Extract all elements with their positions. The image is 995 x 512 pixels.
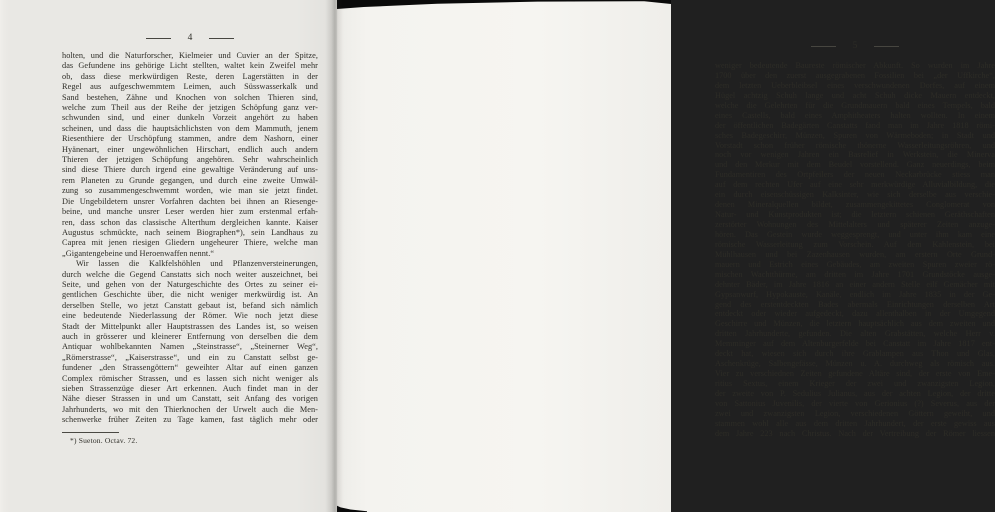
text-line: eine bedeutende Niederlassung der Römer. Wie noch jetzt diese xyxy=(62,311,318,321)
text-line: Natur- und Kunstprodukten ist; die letztern schienen Geräthschaften xyxy=(715,210,995,220)
text-line: mauern und Estrich eines Gebäudes, am zweiten Spuren zweier rö- xyxy=(715,259,995,269)
text-line: Hügel achtzig Schuh lange und acht Schuh dicke Mauern entdeckt, xyxy=(715,90,995,100)
text-line: von Sattonius Juvenilis, der vierte von Gerionius (?) Severus, aus der xyxy=(715,398,995,408)
text-line: entdeckt oder wieder aufgedeckt, dazu allenthalben in der Umgegend xyxy=(715,309,995,319)
text-line: ren, dass schon das classische Alterthum dergleichen kannte. Kaiser xyxy=(62,217,318,227)
text-line: Memminger auf dem Altenburgerfelde bei Canstatt im Jahre 1817 ent- xyxy=(715,339,995,349)
text-line: der öffentlichen Badegärten Canstatts fand man im Jahre 1818 römi- xyxy=(715,120,995,130)
text-line: und den Merkur mit dem Beudel vorstellend. Ganz neuerdings, beim xyxy=(715,160,995,170)
text-line: sind diese Thiere durch irgend eine gewaltige Veränderung auf uns- xyxy=(62,165,318,175)
text-line: Augustus schmückte, nach seinem Biographen*), sein Landhaus zu xyxy=(62,227,318,237)
text-line: Vier zu verschiednen Zeiten gefundene Altäre sind, der erste von Eme- xyxy=(715,369,995,379)
text-line: denen Mineralquellen bildet, zusammengekittetes Conglomerat von xyxy=(715,200,995,210)
text-line: Complex römischer Strassen, und es lassen sich nicht weniger als xyxy=(62,373,318,383)
text-line: auf dem rechten Ufer auf eine sehr merkwürdige Alluvialbildung, die xyxy=(715,180,995,190)
text-line: rem Planeten zu Grunde gegangen, und durch eine zweite Umwäl- xyxy=(62,175,318,185)
text-line: welche zum Theil aus der Reihe der jetzigen Schöpfung ganz ver- xyxy=(62,103,318,113)
text-line: „Gigantengebeine und Heroenwaffen nennt.“ xyxy=(62,248,215,258)
text-line: zung so zusammengeschwemmt worden, wie man sie jetzt findet. xyxy=(62,186,318,196)
page-text-left xyxy=(62,51,318,426)
text-line: Thieren der jetzigen Schöpfung angehören. Sehr wahrscheinlich xyxy=(62,155,318,165)
text-line: durch welche die Gegend Canstatts sich noch weiter auszeichnet, bei xyxy=(62,269,318,279)
text-line: deckt hat, wiesen sich durch ihre Grablampen aus Thon und Glas, xyxy=(715,349,995,359)
text-line: mischen Wachtthürme, am dritten im Jahre 1701 Grundstöcke ausge- xyxy=(715,269,995,279)
text-line: dritten Jahrhunderte, gefunden. Die alten Grabstätten, welche Herr v. xyxy=(715,329,995,339)
text-line: sieben Strassenzüge dieser Art erkennen. Auch findet man in der xyxy=(62,384,318,393)
text-line: Vorstadt schon früher römische thönerne Wasserleitungsröhren, und xyxy=(715,140,995,150)
text-line: Hyänenart, einer ungewöhnlichen Hirschart, endlich auch andern xyxy=(62,144,318,154)
text-line: beine, und manche unsrer Leser werden hier zum erstenmal erfah- xyxy=(62,207,318,217)
text-line: Caprea mit jenen riesigen Gliedern ungeheurer Thiere, welche man xyxy=(62,238,318,248)
text-line: der zweite von P. Sedulius Julianus, aus der achten Legion, der dritte xyxy=(715,388,995,398)
text-line: dem Jahre 223 nach Christus. Nach der Vertreibung der Römer liessen xyxy=(715,428,995,438)
header-rule-left xyxy=(811,46,836,47)
text-line: auch in grösserer und kleinerer Entfernung von derselben die dem xyxy=(62,331,318,341)
text-line: gentlichen Geschichte über, die nicht weniger merkwürdig ist. An xyxy=(62,290,318,300)
page-text-right xyxy=(715,61,995,439)
text-line: Mühlhausen und bei Zazenhausen wurden, am erstern Orte Grund- xyxy=(715,249,995,259)
text-line: Aschenkrüge, Salbengefässe, Münzen u. A. durchweg als römisch aus. xyxy=(715,359,995,369)
text-line: weniger bedeutende Baureste römischer Abkunft. So wurden im Jahre xyxy=(715,61,995,70)
text-line: Seite, und gehen von der Naturgeschichte des Ortes zu seiner ei- xyxy=(62,279,318,289)
text-line: gend des erstentdeckten Bades abermals Einrichtungen derselben Art xyxy=(715,299,995,309)
text-line: Nähe dieser Strassen in und um Canstatt, seit Anfang des vorigen xyxy=(62,394,318,404)
text-line: „Römerstrasse“, „Kaiserstrasse“, und ein zu Canstatt selbst ge- xyxy=(62,352,318,362)
text-line: schwunden sind, und einer dunkeln Vorzeit angehört zu haben xyxy=(62,113,318,123)
text-line: noch vor wenigen Jahren ein Basrelief in Werkstein, die Minerva xyxy=(715,150,995,160)
footnote: *) Sueton. Octav. 72. xyxy=(70,436,138,445)
page-number-right: 5 xyxy=(852,41,858,51)
text-line: schenwerke früher Zeiten zu Tage kamen, fast täglich mehr oder xyxy=(62,415,318,425)
header-rule-right xyxy=(874,46,899,47)
text-line: derselben Stelle, wo jetzt Canstatt gebaut ist, befand sich nämlich xyxy=(62,300,318,310)
text-line: Fundamentiren des Ortpfeilers der neuen Neckarbrücke stiess man xyxy=(715,170,995,180)
text-line: ein durch eisenschüssigen Kalksinter, wie sich derselbe aus verschie- xyxy=(715,190,995,200)
text-line: Riesenthiere der Urschöpfung stammen, andre dem Nashorn, einer xyxy=(62,134,318,144)
text-line: dem letzten Ueberbleibsel eines verschwundenen Dorfes, auf einem xyxy=(715,80,995,90)
footnote-rule xyxy=(62,432,119,433)
page-number-left: 4 xyxy=(187,33,193,43)
text-line: Geschirre und Münzen, die letztern hauptsächlich aus dem zweiten und xyxy=(715,319,995,329)
header-rule-left xyxy=(146,38,171,39)
text-line: Die Ungebildetern unsrer Vorfahren dachten bei ihnen an Riesenge- xyxy=(62,196,318,206)
text-line: Sand bestehen, Zähne und Knochen von solchen Thieren sind, xyxy=(62,92,318,102)
text-line: fundener „den Strassengöttern“ geweihter Altar auf einen ganzen xyxy=(62,363,318,373)
text-line: zwei und zwanzigsten Legion, verschiedenen Göttern geweiht, und xyxy=(715,408,995,418)
scan-shadow-top xyxy=(337,0,671,9)
header-rule-right xyxy=(209,38,234,39)
text-line: 1700 über den zuerst ausgegrabenen Fossilien bei „der Uffkirche“, xyxy=(715,70,995,80)
text-line: römische Wasserleitung zum Vorschein. Auf dem Kahlenstein, bei xyxy=(715,239,995,249)
text-line: holten, und die Naturforscher, Kielmeier und Cuvier an der Spitze, xyxy=(62,51,318,60)
text-line: eines Castells, bald eines Amphitheaters halten wollten. In einem xyxy=(715,110,995,120)
text-line: ob, dass diese merkwürdigen Reste, deren Lagerstätten in der xyxy=(62,71,318,81)
page-header-right xyxy=(715,41,995,51)
text-line: das Gefundene ins gehörige Licht stellten, waltet kein Zweifel mehr xyxy=(62,61,318,71)
text-line: hören. Das Gestein wurde weggesprengt, und unter ihm kam eine xyxy=(715,229,995,239)
text-line: stammen wohl alle aus dem dritten Jahrhundert, der erste gewiss aus xyxy=(715,418,995,428)
text-line: Stadt der Mittelpunkt aller Hauptstrassen des Landes ist, so weisen xyxy=(62,321,318,331)
text-line: dehnter Bäder, im Jahre 1816 an einer andern Stelle eilf Gemächer mit xyxy=(715,279,995,289)
page-header-left xyxy=(62,33,318,43)
text-line: welche die Gelehrten für die Grundmauern bald eines Tempels, bald xyxy=(715,100,995,110)
scan-shadow-bottom xyxy=(337,503,367,512)
text-line: ritius Sextus, einem Krieger der zwei und zwanzigsten Legion, xyxy=(715,379,995,388)
text-line: sches Badegeschirr, Münzen, Spuren von Wärmeboden; in Stadt und xyxy=(715,130,995,140)
text-line: Regel aus aufgeschwemmtem Leimen, auch Süsswasserkalk und xyxy=(62,82,318,92)
text-line: Jahrhunderts, wo mit den Thierknochen der Urwelt auch die Men- xyxy=(62,404,318,414)
text-line: scheinen, und dass die hauptsächlichsten von dem Mammuth, jenem xyxy=(62,123,318,133)
text-line: Gypsanwurf, Hypokauste, Kanäle, endlich im Jahre 1835 in der Ge- xyxy=(715,289,995,299)
text-line: zerstörter Wohnungen des Mittelalters und späterer Zeiten anzuge- xyxy=(715,220,995,229)
page-right xyxy=(337,0,995,512)
text-line: Wir lassen die Kalkfelshöhlen und Pflanzenversteinerungen, xyxy=(76,259,318,269)
text-line: Antiquar wohlbekannten Namen „Steinstrasse“, „Steinerner Weg“, xyxy=(62,342,318,352)
page-left xyxy=(0,0,337,512)
